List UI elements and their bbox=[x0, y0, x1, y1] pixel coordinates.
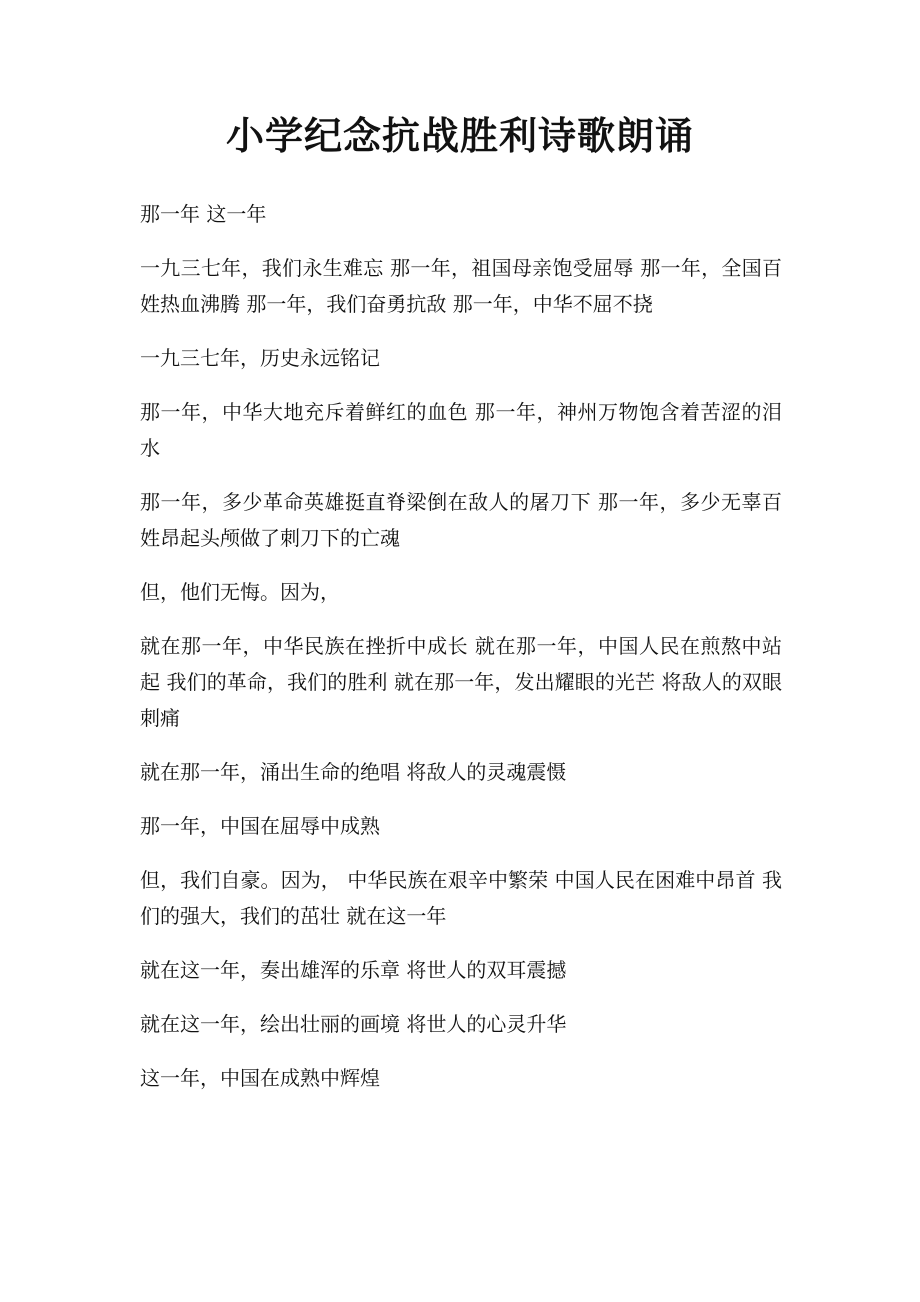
poem-paragraph: 就在这一年，奏出雄浑的乐章 将世人的双耳震撼 bbox=[140, 958, 567, 982]
poem-body bbox=[140, 196, 782, 1114]
poem-paragraph: 就在那一年，中华民族在挫折中成长 就在那一年，中国人民在煎熬中站起 我们的革命，我们的胜利 就在那一年，发出耀眼的光芒 将敌人的双眼刺痛 bbox=[140, 634, 782, 730]
poem-paragraph: 但，我们自豪。因为， 中华民族在艰辛中繁荣 中国人民在困难中昂首 我们的强大，我们的茁壮 就在这一年 bbox=[140, 868, 782, 928]
poem-paragraph: 一九三七年，历史永远铭记 bbox=[140, 346, 380, 370]
poem-paragraph: 就在那一年，涌出生命的绝唱 将敌人的灵魂震慑 bbox=[140, 760, 567, 784]
document-title: 小学纪念抗战胜利诗歌朗诵 bbox=[225, 113, 694, 158]
poem-paragraph: 这一年，中国在成熟中辉煌 bbox=[140, 1066, 380, 1090]
poem-paragraph: 但，他们无悔。因为， bbox=[140, 580, 340, 604]
poem-paragraph: 那一年，多少革命英雄挺直脊梁倒在敌人的屠刀下 那一年，多少无辜百姓昂起头颅做了刺刀下的亡魂 bbox=[140, 490, 782, 550]
poem-paragraph: 一九三七年，我们永生难忘 那一年，祖国母亲饱受屈辱 那一年，全国百姓热血沸腾 那一年，我们奋勇抗敌 那一年，中华不屈不挠 bbox=[140, 256, 782, 316]
poem-paragraph: 那一年 这一年 bbox=[140, 202, 267, 226]
poem-paragraph: 那一年，中华大地充斥着鲜红的血色 那一年，神州万物饱含着苦涩的泪水 bbox=[140, 400, 782, 460]
poem-paragraph: 那一年，中国在屈辱中成熟 bbox=[140, 814, 380, 838]
poem-paragraph: 就在这一年，绘出壮丽的画境 将世人的心灵升华 bbox=[140, 1012, 567, 1036]
